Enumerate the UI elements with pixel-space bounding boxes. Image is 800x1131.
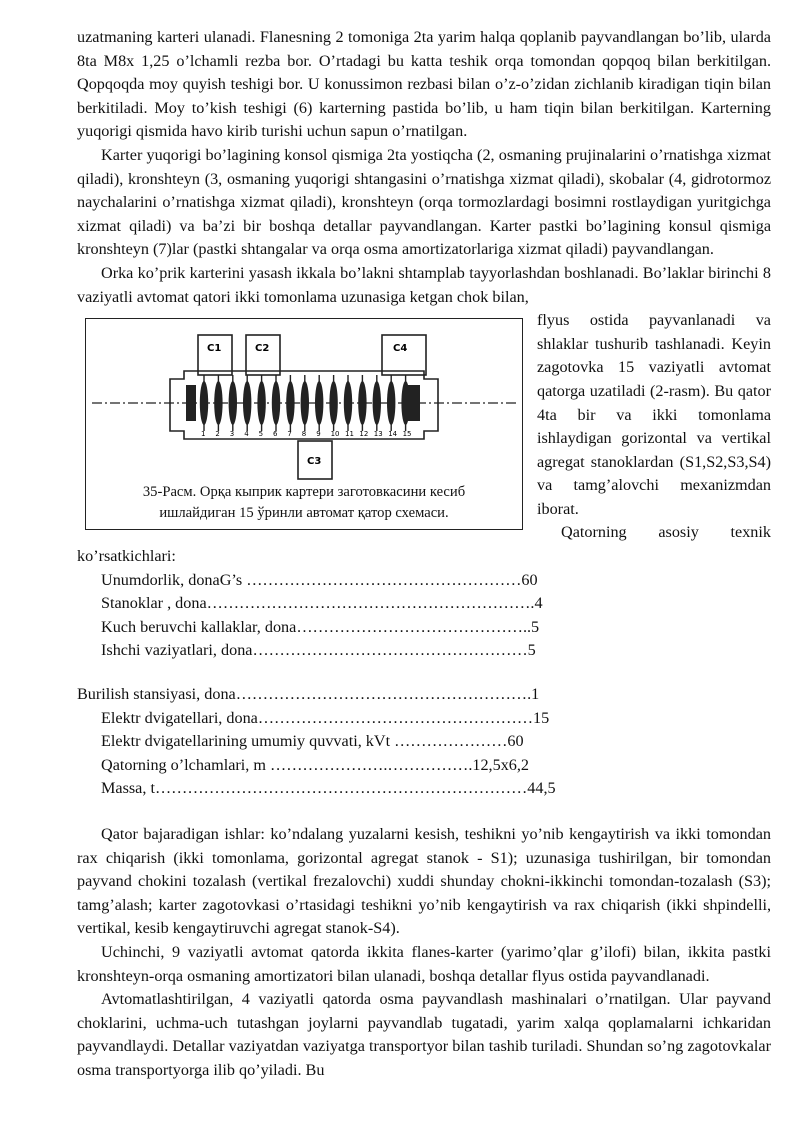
position-number-7: 7	[287, 430, 292, 439]
paragraph-2: Karter yuqorigi bo’lagining konsol qismiga 2ta yostiqcha (2, osmaning prujinalarini o’rnatishga xizmat qiladi), kronshteyn (3, osmaning yuqorigi shtangasini o’rnatishga xizmat qiladi), skobalar (4, gidrotormoz naychalarini o’rnatishga xizmat qiladi), kronshteyn (orqa tormozlardagi bosimni rostlaydigan yuritgichga xizmat qiladi) va ba’zi bir boshqa detallar payvandlangan. Karter pastki bo’lagining konsul qismiga kronshteyn (7)lar (pastki shtangalar va orqa osma amortizatorlariga xizmat qiladi) payvandlangan.	[77, 145, 771, 259]
position-number-6: 6	[273, 430, 278, 439]
position-number-5: 5	[258, 430, 264, 439]
spec-line: Kuch beruvchi kallaklar, dona……………………………………..5	[101, 617, 540, 636]
position-number-15: 15	[402, 430, 412, 439]
figure-wrap-block	[77, 309, 771, 569]
machine-label-c1: C1	[207, 343, 222, 355]
position-number-8: 8	[301, 430, 307, 439]
spec-line: Elektr dvigatellari, dona……………………………………………15	[101, 708, 550, 727]
paragraph-1: uzatmaning karteri ulanadi. Flanesning 2 tomoniga 2ta yarim halqa qoplanib payvandlangan bo’lib, ularda 8ta M8x 1,25 o’lchamli rezba bor. O’rtadagi bu katta teshik orqa tomondan qopqoq bilan berkitilgan. Qopqoqda moy quyish teshigi bor. U konussimon rezbasi bilan o’z-o’zidan zichlanib kiradigan tiqin bilan berkitiladi. Moy to’kish teshigi (6) karterning pastida bo’lib, u ham tiqin bilan berkitilgan. Karterning yuqorigi qismida havo kirib turishi uchun sapun o’rnatilgan.	[77, 28, 771, 141]
machine-c1-box	[198, 335, 232, 375]
document-page	[77, 26, 771, 1083]
spec-line: Stanoklar , dona…………………………………………………….4	[101, 594, 543, 613]
left-stop-block	[186, 385, 196, 421]
position-number-2: 2	[215, 430, 220, 439]
position-number-14: 14	[388, 430, 398, 439]
machine-c4-box	[382, 335, 426, 375]
position-number-12: 12	[359, 430, 369, 439]
paragraph-3-wrap: flyus ostida payvanlanadi va shlaklar tushurib tashlanadi. Keyin zagotovka 15 vaziyatli avtomat qatorga uzatiladi (2-rasm). Bu qator 4ta bir va ikki tomonlama ishlaydigan gorizontal va vertikal agregat stanoklardan (S1,S2,S3,S4) va tamg’alovchi mexanizmdan iborat.	[537, 311, 771, 518]
spec-line: Unumdorlik, donaG’s ……………………………………………60	[101, 570, 538, 589]
figure-automatic-line-scheme	[85, 318, 523, 530]
paragraph-3-spec-heading: Qatorning asosiy texnik ko’rsatkichlari:	[77, 523, 771, 566]
position-number-1: 1	[201, 430, 206, 439]
machine-label-c3: C3	[307, 456, 322, 468]
position-number-11: 11	[345, 430, 354, 439]
position-number-13: 13	[373, 430, 383, 439]
machine-label-c4: C4	[393, 343, 408, 355]
paragraph-4: Qator bajaradigan ishlar: ko’ndalang yuzalarni kesish, teshikni yo’nib kengaytirish va ikki tomondan rax chiqarish (ikki tomonlama, gorizontal agregat stanok - S1); uzunasiga tushirilgan, bir tomondan payvand chokini tozalash (vertikal frezalovchi) xuddi shunday chokni-ikkinchi tomondan-tozalash (S3); tamg’alash; karter zagotovkasi o’rtasidagi teshikni yo’nib kengaytirish va rax chiqarish (ikki shpindelli, vertikal, kesib kengaytiruvchi agregat stanok-S4).	[77, 825, 771, 938]
position-number-10: 10	[330, 430, 340, 439]
spec-line: Ishchi vaziyatlari, dona……………………………………………5	[101, 641, 536, 660]
spec-line: Massa, t……………………………………………………………44,5	[101, 779, 556, 798]
paragraph-6: Avtomatlashtirilgan, 4 vaziyatli qatorda osma payvandlash mashinalari o’rnatilgan. Ular payvand choklarini, uchma-uch tutashgan joylarni payvandlab tugatadi, yarim xalqa qoplamalarni ichkaridan payvandlaydi. Detallar vaziyatdan vaziyatga transportyor bilan tashib turiladi. Shundan so’ng zagotovkalar osma transportyorga ilib qo’yiladi. Bu	[77, 990, 771, 1079]
figure-caption	[86, 482, 522, 524]
position-number-3: 3	[229, 430, 235, 439]
spec-list	[77, 569, 771, 801]
caption-line-2: ишлайдиган 15 ўринли автомат қатор схемаси.	[159, 505, 449, 522]
paragraph-5: Uchinchi, 9 vaziyatli avtomat qatorda ikkita flanes-karter (yarimo’qlar g’ilofi) bilan, ikkita pastki kronshteyn-orqa osmaning amortizatori bilan ulanadi, boshqa detallar flyus ostida payvandlanadi.	[77, 942, 771, 985]
paragraph-3-intro: Orka ko’prik karterini yasash ikkala bo’lakni shtamplab tayyorlashdan boshlanadi. Bo’laklar birinchi 8 vaziyatli avtomat qatori ikki tomonlama uzunasiga ketgan chok bilan,	[77, 263, 771, 306]
position-number-4: 4	[244, 430, 249, 439]
caption-line-1: 35-Расм. Орқа кыприк картери заготовкасини кесиб	[142, 484, 466, 501]
machine-label-c2: C2	[255, 343, 270, 355]
machine-c2-box	[246, 335, 280, 375]
position-number-group	[201, 430, 412, 438]
spec-line: Elektr dvigatellarining umumiy quvvati, kVt …………………60	[101, 732, 524, 751]
spec-line: Burilish stansiyasi, dona……………………………………………….1	[77, 685, 540, 704]
workpiece-group	[200, 375, 410, 431]
position-number-9: 9	[316, 430, 321, 439]
spec-line: Qatorning o’lchamlari, m ………………….…………….12,5x6,2	[101, 755, 530, 774]
